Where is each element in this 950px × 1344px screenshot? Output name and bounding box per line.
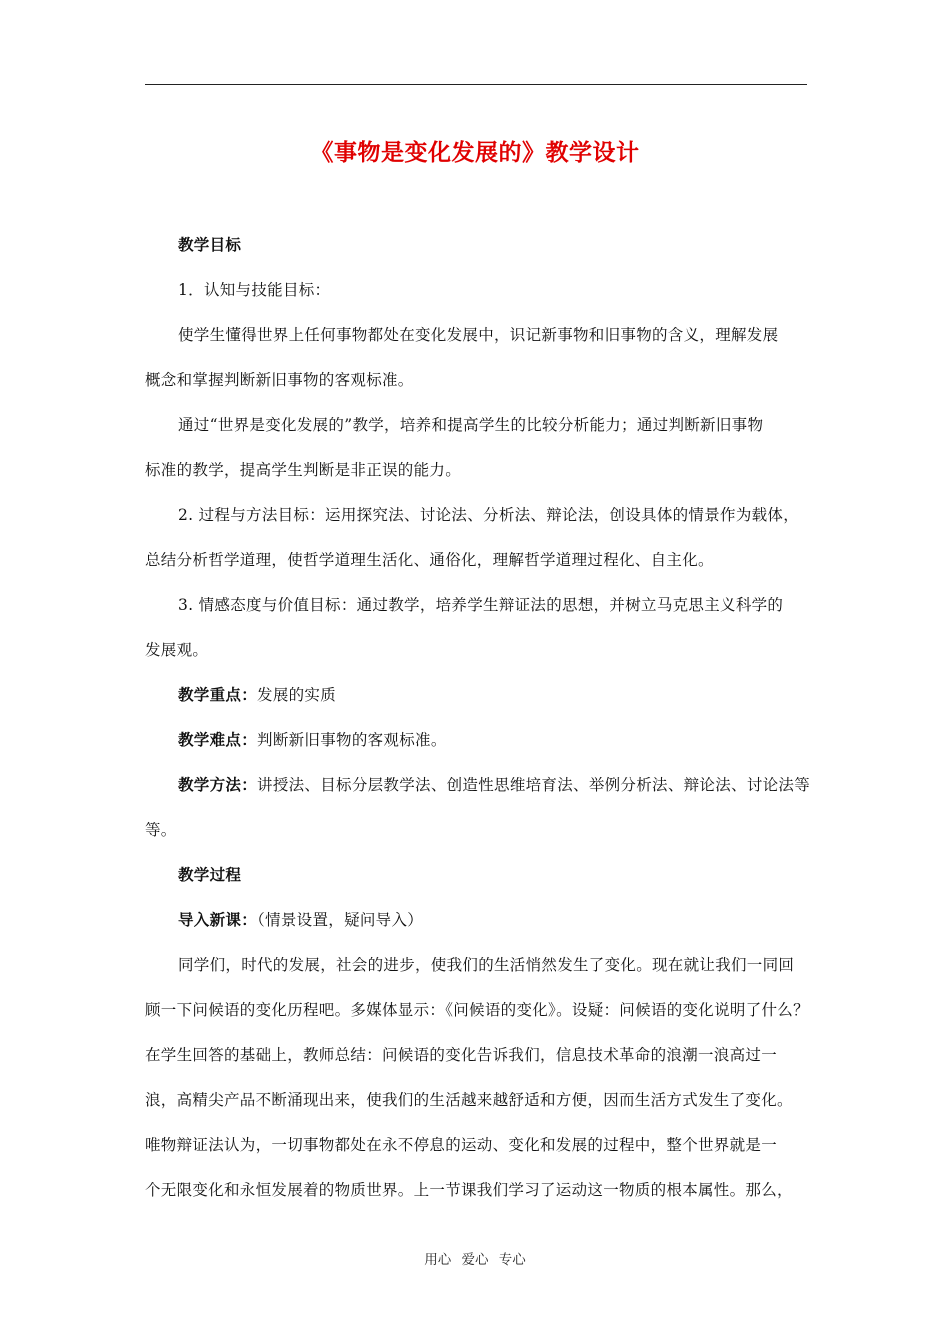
goal1-paragraph1-line2: 概念和掌握判断新旧事物的客观标准。: [145, 371, 414, 389]
goal2-line2: 总结分析哲学道理，使哲学道理生活化、通俗化，理解哲学道理过程化、自主化。: [145, 551, 714, 569]
paragraph-line: 浪，高精尖产品不断涌现出来，使我们的生活越来越舒适和方便，因而生活方式发生了变化。: [145, 1091, 793, 1109]
goal1-paragraph2-line1: 通过“世界是变化发展的”教学，培养和提高学生的比较分析能力；通过判断新旧事物: [178, 416, 764, 434]
goal3-line2: 发展观。: [145, 641, 209, 659]
intro-text: （情景设置，疑问导入）: [257, 911, 424, 929]
teaching-method: [178, 773, 810, 795]
goals-heading: 教学目标: [178, 236, 242, 254]
paragraph-line: 同学们，时代的发展，社会的进步，使我们的生活悄然发生了变化。现在就让我们一同回: [178, 956, 795, 974]
difficulty-text: 判断新旧事物的客观标准。: [257, 731, 447, 749]
goal1-heading: 1．认知与技能目标：: [178, 281, 331, 299]
intro: [178, 908, 843, 930]
method-text: 讲授法、目标分层教学法、创造性思维培育法、举例分析法、辩论法、讨论法等: [257, 776, 811, 794]
difficulty-point: [178, 728, 843, 750]
key-point: [178, 683, 843, 705]
intro-label: 导入新课：: [178, 911, 258, 929]
paragraph-line: 在学生回答的基础上，教师总结：问候语的变化告诉我们，信息技术革命的浪潮一浪高过一: [145, 1046, 778, 1064]
paragraph-line: 唯物辩证法认为，一切事物都处在永不停息的运动、变化和发展的过程中，整个世界就是一: [145, 1136, 778, 1154]
goal1-paragraph2-line2: 标准的教学，提高学生判断是非正误的能力。: [145, 461, 462, 479]
key-point-text: 发展的实质: [257, 686, 337, 704]
key-point-label: 教学重点：: [178, 686, 258, 704]
paragraph-line: 顾一下问候语的变化历程吧。多媒体显示：《问候语的变化》。设疑：问候语的变化说明了什么？: [145, 1001, 809, 1019]
process-heading: 教学过程: [178, 866, 242, 884]
document-title: 《事物是变化发展的》教学设计: [310, 140, 640, 166]
method-label: 教学方法：: [178, 776, 258, 794]
method-line2: 等。: [145, 821, 177, 839]
goal1-paragraph1-line1: 使学生懂得世界上任何事物都处在变化发展中，识记新事物和旧事物的含义，理解发展: [178, 326, 779, 344]
goal2-line1: 2. 过程与方法目标：运用探究法、讨论法、分析法、辩论法，创设具体的情景作为载体，: [178, 506, 800, 524]
paragraph-line: 个无限变化和永恒发展着的物质世界。上一节课我们学习了运动这一物质的根本属性。那么，: [145, 1181, 793, 1199]
difficulty-label: 教学难点：: [178, 731, 258, 749]
page-footer: 用心 爱心 专心: [424, 1252, 526, 1268]
goal3-line1: 3. 情感态度与价值目标：通过教学，培养学生辩证法的思想，并树立马克思主义科学的: [178, 596, 784, 614]
header-rule: [145, 84, 807, 85]
